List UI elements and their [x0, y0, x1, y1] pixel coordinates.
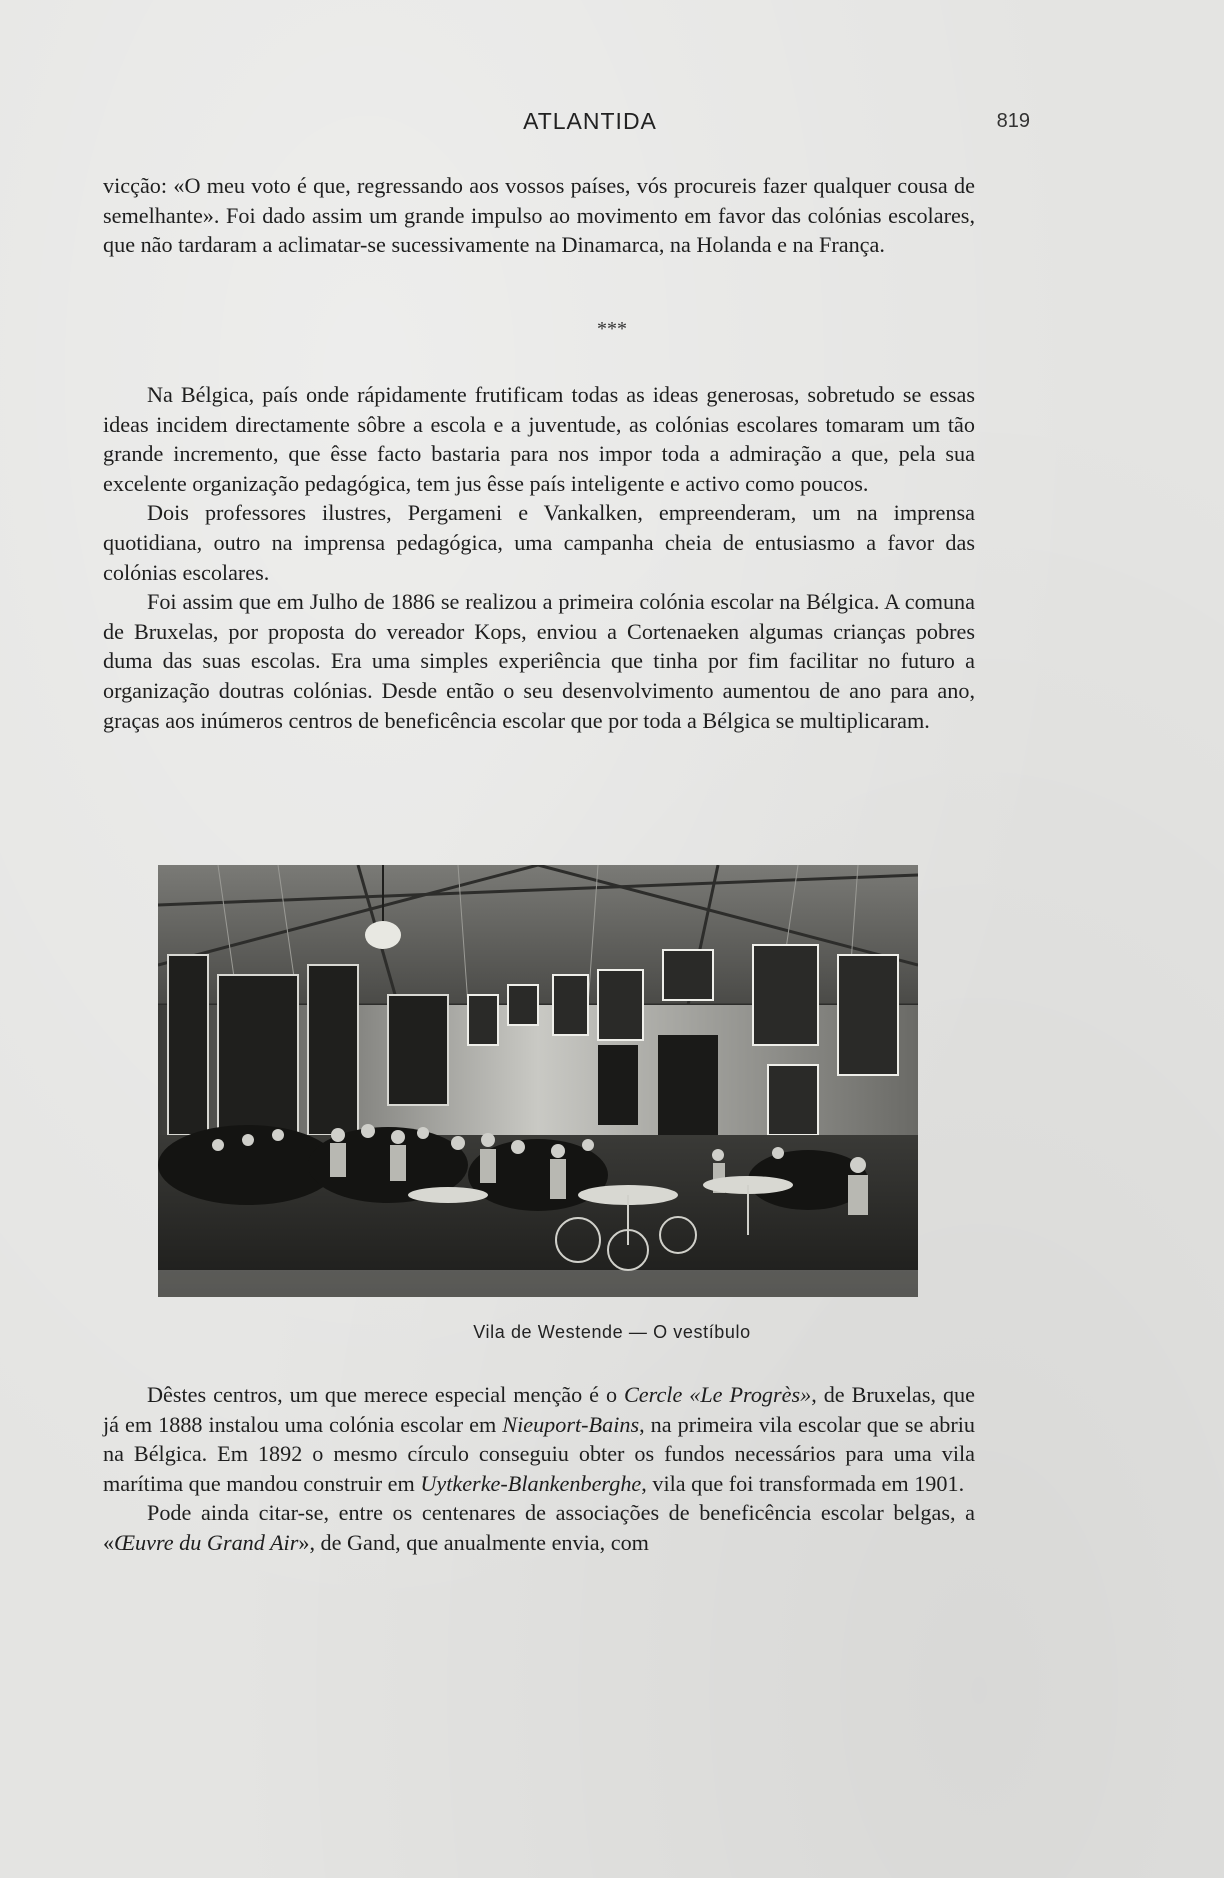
running-title: ATLANTIDA — [523, 108, 657, 134]
page-header — [0, 108, 1224, 142]
italic-run: Nieuport-Bains — [502, 1411, 640, 1437]
text-block-top — [103, 171, 975, 260]
figure-caption: Vila de Westende — O vestíbulo — [473, 1322, 751, 1342]
paragraph — [103, 1498, 975, 1557]
text-run: , na primeira vila escolar que se abriu na Bélgica. Em 1892 o mesmo círculo conseguiu obter os fundos necessários para uma vila marítima que mandou construir em — [103, 1411, 976, 1496]
text-run: », de Gand, que anualmente envia, com — [298, 1529, 649, 1555]
asterism: *** — [597, 318, 627, 340]
paragraph — [103, 1380, 975, 1498]
photograph-vestibule — [158, 865, 918, 1297]
photo-illustration — [158, 865, 918, 1297]
text-run: , vila que foi transformada em 1901. — [641, 1470, 965, 1496]
section-separator — [0, 318, 1224, 341]
text-run: , de Bruxelas, que já em 1888 instalou uma colónia escolar em — [103, 1382, 975, 1437]
italic-run: Uytkerke-Blankenberghe — [420, 1470, 642, 1496]
italic-run: Cercle «Le Progrès» — [624, 1382, 812, 1407]
text-run: Pode ainda citar-se, entre os centenares de associações de beneficência escolar belgas, a « — [103, 1500, 975, 1555]
text-block-middle — [103, 380, 975, 735]
text-block-bottom — [103, 1380, 975, 1558]
paragraph: Dois professores ilustres, Pergameni e Vankalken, empreenderam, um na imprensa quotidiana, outro na imprensa pedagógica, uma campanha cheia de entusiasmo a favor das colónias escolares. — [103, 500, 975, 585]
text-run: Dêstes centros, um que merece especial menção é o — [147, 1382, 624, 1407]
italic-run: Œuvre du Grand Air — [114, 1529, 299, 1555]
paragraph: Foi assim que em Julho de 1886 se realizou a primeira colónia escolar na Bélgica. A comuna de Bruxelas, por proposta do vereador Kops, enviou a Cortenaeken algumas crianças pobres duma das suas escolas. Era uma simples experiência que tinha por fim facilitar no futuro a organização doutras colónias. Desde então o seu desenvolvimento aumentou de ano para ano, graças aos inúmeros centros de beneficência escolar que por toda a Bélgica se multiplicaram. — [103, 589, 975, 733]
page-number: 819 — [996, 110, 1030, 132]
paragraph: Na Bélgica, país onde rápidamente frutificam todas as ideas generosas, sobretudo se essas ideas incidem directamente sôbre a escola e a juventude, as colónias escolares tomaram um tão grande incremento, que êsse facto bastaria para nos impor toda a admiração a que, pela sua excelente organização pedagógica, tem jus êsse país inteligente e activo como poucos. — [103, 382, 975, 496]
paragraph: vicção: «O meu voto é que, regressando aos vossos países, vós procureis fazer qualquer cousa de semelhante». Foi dado assim um grande impulso ao movimento em favor das colónias escolares, que não tardaram a aclimatar-se sucessivamente na Dinamarca, na Holanda e na França. — [103, 173, 975, 258]
